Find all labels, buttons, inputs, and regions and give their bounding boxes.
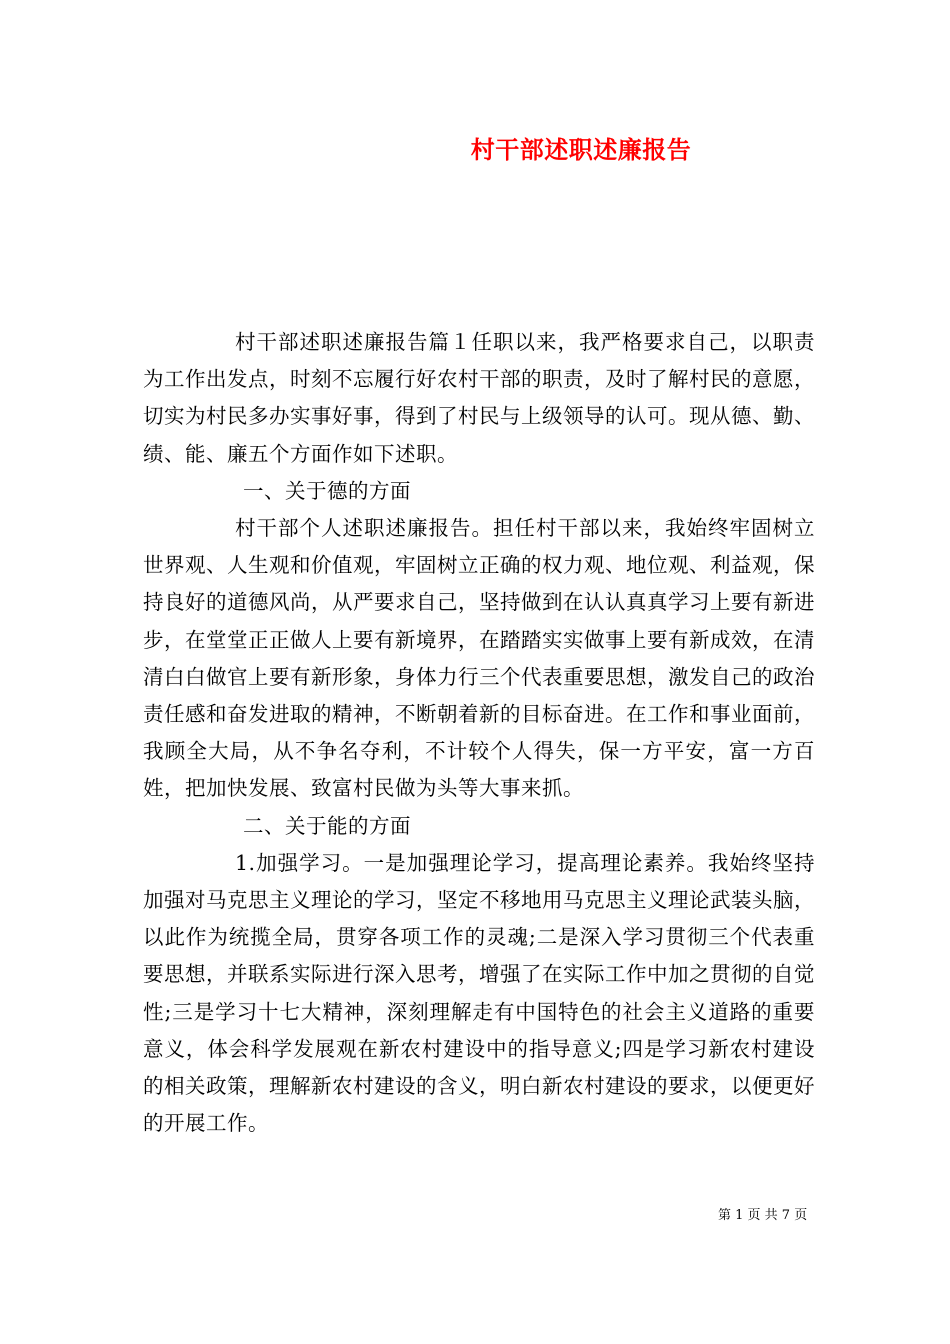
body-paragraph: 村干部述职述廉报告篇１任职以来，我严格要求自己，以职责为工作出发点，时刻不忘履行好农村干部的职责，及时了解村民的意愿，切实为村民多办实事好事，得到了村民与上级领导的认可。现从德、勤、绩、能、廉五个方面作如下述职。 [143, 330, 815, 466]
page-number-footer: 第 1 页 共 7 页 [718, 1208, 808, 1223]
document-body [143, 324, 815, 1142]
body-paragraph: 1.加强学习。一是加强理论学习，提高理论素养。我始终坚持加强对马克思主义理论的学习，坚定不移地用马克思主义理论武装头脑，以此作为统揽全局，贯穿各项工作的灵魂;二是深入学习贯彻三个代表重要思想，并联系实际进行深入思考，增强了在实际工作中加之贯彻的自觉性;三是学习十七大精神，深刻理解走有中国特色的社会主义道路的重要意义，体会科学发展观在新农村建设中的指导意义;四是学习新农村建设的相关政策，理解新农村建设的含义，明白新农村建设的要求，以便更好的开展工作。 [143, 850, 815, 1136]
document-title: 村干部述职述廉报告 [470, 135, 692, 164]
section-heading: 二、关于能的方面 [243, 813, 411, 838]
section-heading: 一、关于德的方面 [243, 478, 411, 503]
body-paragraph: 村干部个人述职述廉报告。担任村干部以来，我始终牢固树立世界观、人生观和价值观，牢固树立正确的权力观、地位观、利益观，保持良好的道德风尚，从严要求自己，坚持做到在认认真真学习上要有新进步，在堂堂正正做人上要有新境界，在踏踏实实做事上要有新成效，在清清白白做官上要有新形象，身体力行三个代表重要思想，激发自己的政治责任感和奋发进取的精神，不断朝着新的目标奋进。在工作和事业面前，我顾全大局，从不争名夺利，不计较个人得失，保一方平安，富一方百姓，把加快发展、致富村民做为头等大事来抓。 [143, 516, 815, 801]
